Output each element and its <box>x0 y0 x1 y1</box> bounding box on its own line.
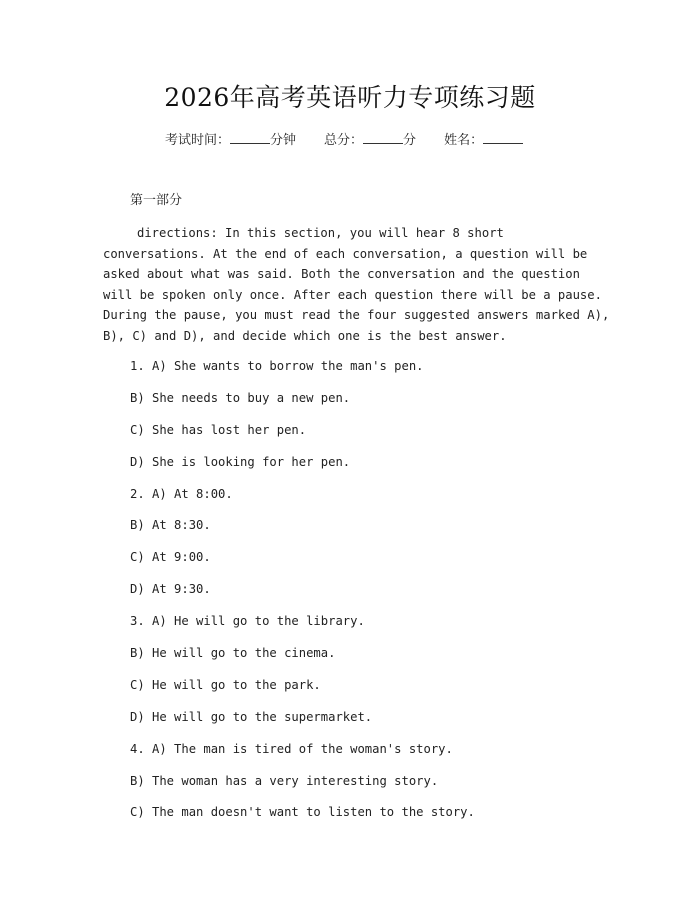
name-label: 姓名： <box>444 133 484 148</box>
question-list <box>130 356 650 834</box>
question-line: 1. A) She wants to borrow the man's pen. <box>130 359 424 373</box>
question-line: B) She needs to buy a new pen. <box>130 390 351 405</box>
question-line: B) He will go to the cinema. <box>130 646 336 661</box>
question-line: D) She is looking for her pen. <box>130 454 351 469</box>
question-line: D) At 9:30. <box>130 582 211 597</box>
question-line: C) He will go to the park. <box>130 677 321 692</box>
name-blank <box>483 130 523 144</box>
directions-paragraph: directions: In this section, you will hear 8 short conversations. At the end of each conversation, a question will be asked about what was said. Both the conversation and the question will be spoken only once. After each question there will be a pause. During the pause, you must read the four suggested answers marked A), B), C) and D), and decide which one is the best answer. <box>103 226 610 343</box>
score-unit: 分 <box>403 133 417 148</box>
question-line: C) The man doesn't want to listen to the story. <box>130 805 475 820</box>
page-title: 2026年高考英语听力专项练习题 <box>164 83 536 112</box>
question-line: C) She has lost her pen. <box>130 422 307 437</box>
score-blank <box>363 130 403 144</box>
question-line: 2. A) At 8:00. <box>130 486 233 501</box>
question-line: 4. A) The man is tired of the woman's story. <box>130 741 453 756</box>
section-heading: 第一部分 <box>130 193 183 208</box>
question-line: B) At 8:30. <box>130 518 211 533</box>
question-line: D) He will go to the supermarket. <box>130 709 373 724</box>
question-line: 3. A) He will go to the library. <box>130 614 365 629</box>
score-label: 总分： <box>324 133 364 148</box>
exam-info-line <box>165 130 523 151</box>
question-line: B) The woman has a very interesting story. <box>130 773 439 788</box>
question-line: C) At 9:00. <box>130 550 211 565</box>
time-unit: 分钟 <box>270 133 297 148</box>
time-blank <box>230 130 270 144</box>
time-label: 考试时间： <box>165 133 231 148</box>
